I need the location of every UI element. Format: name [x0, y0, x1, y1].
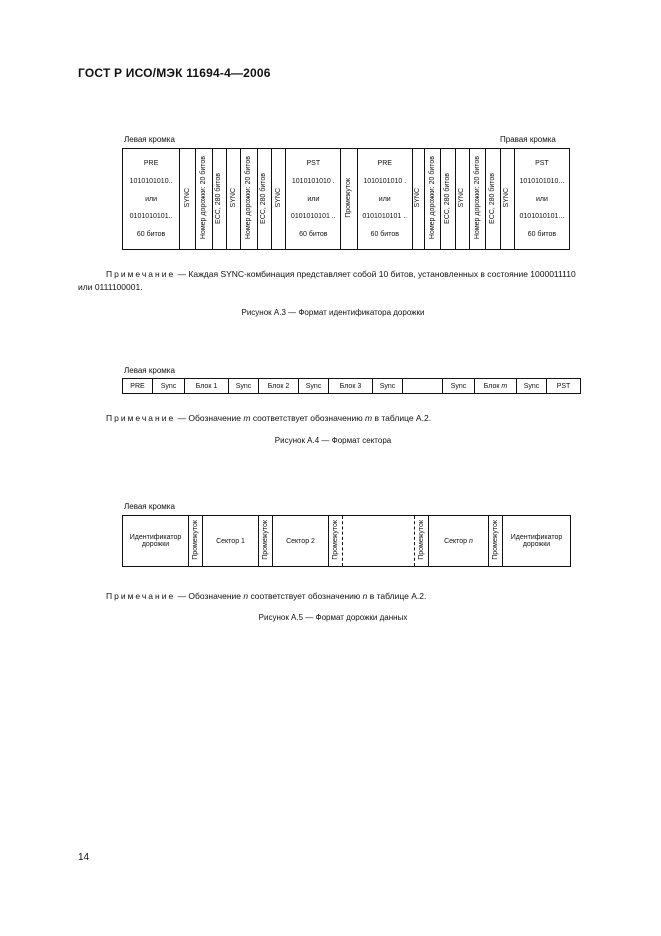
fig4-cell-block-m: Блок m [475, 379, 517, 394]
pst2-bits: 60 битов [527, 231, 557, 238]
pst2-or: или [535, 195, 548, 203]
fig3-ecc-cell: ECC, 280 битов [486, 149, 500, 250]
fig3-sync-cell: SYNC [455, 149, 469, 250]
pre-or: или [145, 195, 158, 203]
fig4-cell-sync: Sync [299, 379, 329, 394]
pre2-pattern-1: 1010101010 . [363, 177, 407, 185]
fig3-pst2-cell [514, 149, 569, 250]
fig3-ecc-cell: ECC, 280 битов [441, 149, 455, 250]
pre-bits: 60 битов [136, 231, 166, 238]
fig4-cell-sync: Sync [153, 379, 185, 394]
pst-pattern-1: 1010101010 . [291, 177, 335, 185]
fig4-cell-block-3: Блок 3 [329, 379, 373, 394]
fig3-pre2-cell [357, 149, 412, 250]
fig3-pre-cell [123, 149, 180, 250]
fig3-ecc-cell: ECC, 280 битов [257, 149, 271, 250]
pre2-bits: 60 битов [370, 231, 399, 238]
fig5-sector-1-cell: Сектор 1 [203, 516, 259, 567]
fig4-cell-block-2: Блок 2 [259, 379, 299, 394]
fig3-right-edge-label: Правая кромка [500, 135, 556, 144]
fig4-note: Примечание — Обозначение m соответствует обозначению m в таблице А.2. [106, 413, 432, 423]
fig5-note: Примечание — Обозначение n соответствует обозначению n в таблице А.2. [106, 591, 427, 601]
fig5-gap-cell: Промежуток [329, 516, 343, 567]
fig3-left-edge-label: Левая кромка [124, 135, 175, 144]
pst-title: PST [306, 160, 321, 167]
fig3-caption: Рисунок А.3 — Формат идентификатора дорожки [241, 308, 425, 317]
fig5-left-edge-label: Левая кромка [124, 502, 175, 511]
fig3-sync-cell: SYNC [227, 149, 241, 250]
pst2-pattern-1: 1010101010... [519, 177, 565, 185]
fig5-data-track-table [122, 515, 571, 567]
pre-pattern-1: 1010101010.. [129, 177, 173, 185]
fig3-track-id-table [122, 148, 570, 250]
note-label: Примечание [106, 269, 176, 279]
fig4-cell-sync: Sync [443, 379, 475, 394]
fig4-cell-sync: Sync [517, 379, 547, 394]
fig5-gap-cell: Промежуток [259, 516, 273, 567]
fig3-track-number-cell: Номер дорожки: 20 битов [241, 149, 257, 250]
fig4-cell-pst: PST [547, 379, 581, 394]
fig4-sector-table [122, 378, 581, 394]
pst-pattern-2: 0101010101 .. [290, 213, 336, 221]
fig5-gap-cell: Промежуток [415, 516, 429, 567]
fig4-cell-block-1: Блок 1 [185, 379, 229, 394]
pre2-pattern-2: 0101010101 .. [362, 213, 408, 221]
fig5-ellipsis-cell [343, 516, 415, 567]
fig4-cell-sync: Sync [229, 379, 259, 394]
fig5-track-id-cell: Идентификатор дорожки [123, 516, 189, 567]
fig3-sync-cell: SYNC [271, 149, 285, 250]
fig3-ecc-cell: ECC, 280 битов [212, 149, 226, 250]
page-number: 14 [78, 852, 90, 863]
fig3-track-number-cell: Номер дорожки: 20 битов [469, 149, 485, 250]
fig4-cell-sync: Sync [373, 379, 403, 394]
fig3-pst-cell [286, 149, 341, 250]
fig3-sync-cell: SYNC [180, 149, 196, 250]
pre-title: PRE [143, 160, 159, 167]
fig3-sync-cell: SYNC [500, 149, 514, 250]
document-header: ГОСТ Р ИСО/МЭК 11694-4—2006 [78, 66, 271, 80]
pre2-or: или [378, 195, 391, 203]
pst2-title: PST [535, 160, 549, 167]
fig5-gap-cell: Промежуток [189, 516, 203, 567]
fig5-sector-n-cell: Сектор n [429, 516, 489, 567]
pst-bits: 60 битов [299, 231, 328, 238]
fig3-note [78, 268, 588, 294]
pst2-pattern-2: 0101010101... [519, 213, 565, 221]
fig4-left-edge-label: Левая кромка [124, 366, 175, 375]
fig3-track-number-cell: Номер дорожки: 20 битов [196, 149, 212, 250]
fig4-caption: Рисунок А.4 — Формат сектора [274, 436, 392, 445]
fig4-cell-ellipsis-gap [403, 379, 443, 394]
fig3-track-number-cell: Номер дорожки: 20 битов [425, 149, 441, 250]
pst-or: или [307, 195, 320, 203]
fig4-cell-pre: PRE [123, 379, 153, 394]
fig5-sector-2-cell: Сектор 2 [273, 516, 329, 567]
fig5-caption: Рисунок А.5 — Формат дорожки данных [258, 613, 408, 622]
fig5-track-id-cell-2: Идентификатор дорожки [503, 516, 571, 567]
note-text: — Каждая SYNC-комбинация представляет собой 10 битов, установленных в состояние 1000011110 или 0111100001. [78, 269, 576, 292]
pre2-title: PRE [377, 160, 392, 167]
pre-pattern-2: 0101010101.. [129, 213, 173, 221]
fig3-gap-cell: Промежуток [341, 149, 357, 250]
fig5-gap-cell: Промежуток [489, 516, 503, 567]
fig3-sync-cell: SYNC [412, 149, 424, 250]
